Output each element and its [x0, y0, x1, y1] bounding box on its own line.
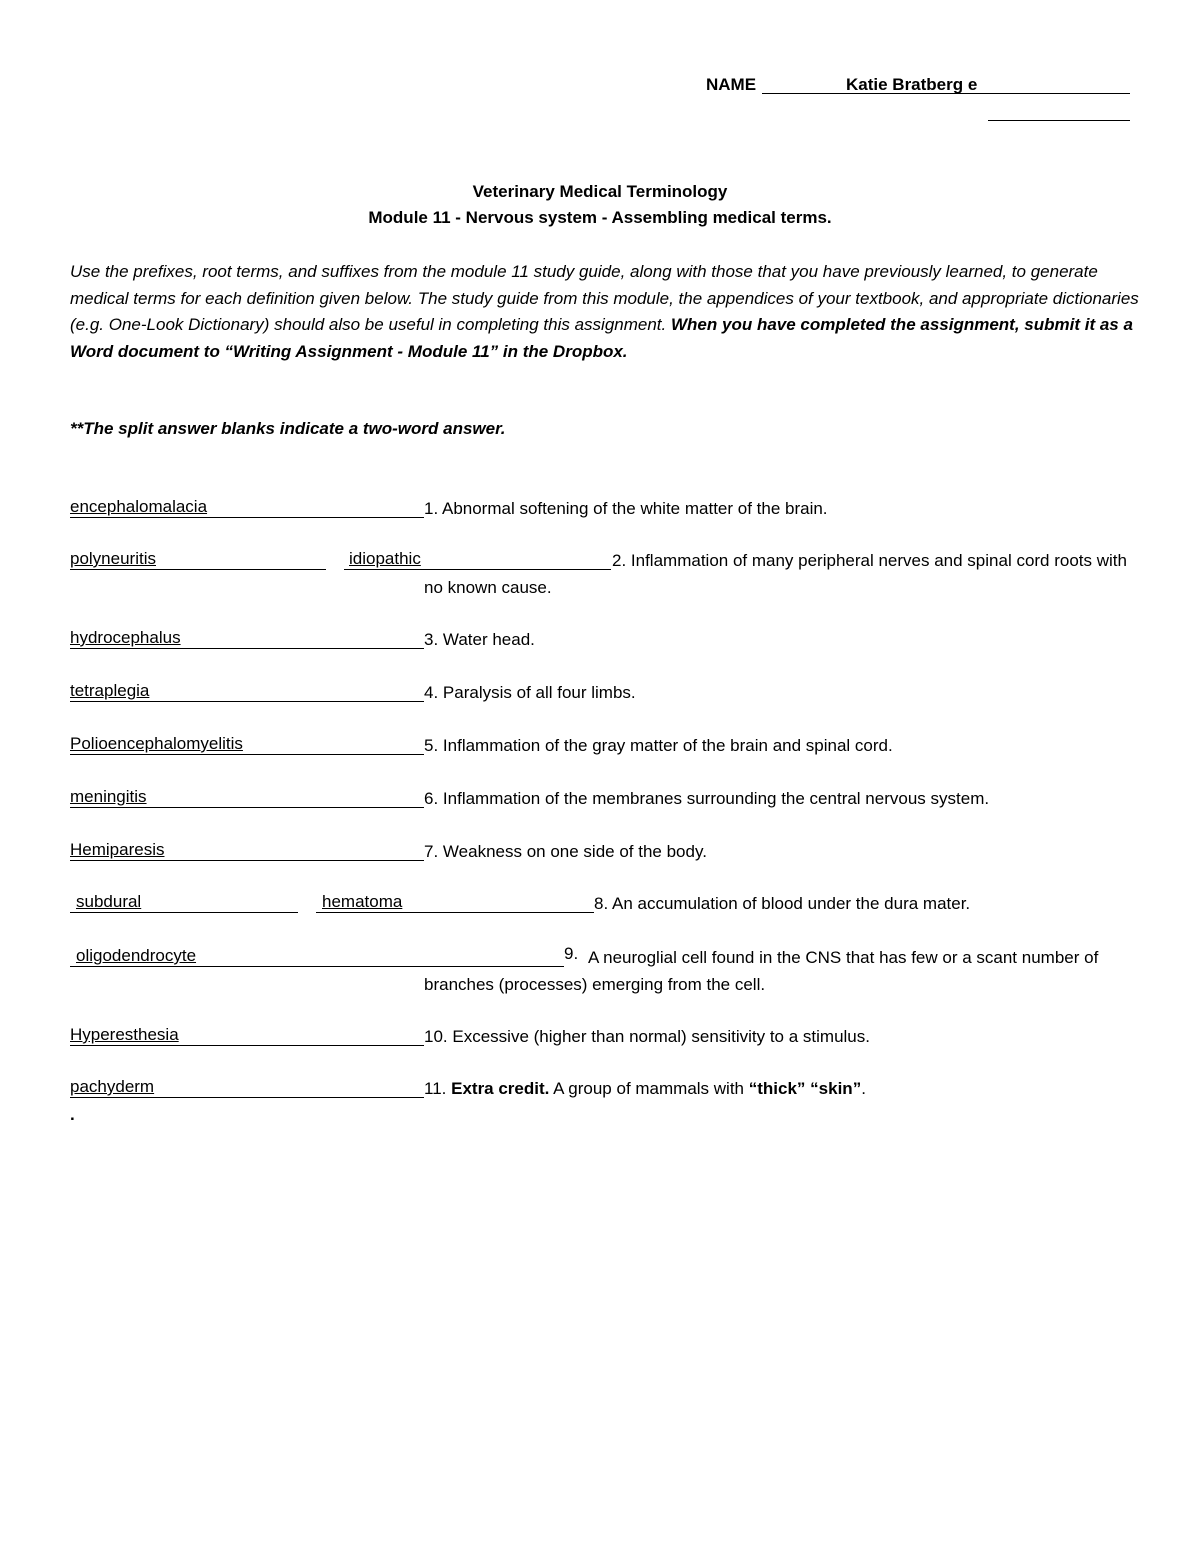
question-1	[0, 497, 1200, 551]
definition-quote-skin: “skin”	[810, 1079, 862, 1098]
answer-field[interactable]: Polioencephalomyelitis	[70, 734, 243, 753]
question-definition	[424, 679, 1144, 706]
question-number: 3.	[424, 630, 439, 649]
answer-field[interactable]: polyneuritis	[70, 549, 156, 568]
question-number: 1.	[424, 499, 439, 518]
question-number: 2.	[612, 551, 627, 570]
definition-text: Weakness on one side of the body.	[442, 842, 707, 861]
question-number: 8.	[594, 894, 609, 913]
document-subtitle: Module 11 - Nervous system - Assembling medical terms.	[368, 208, 832, 227]
answer-underline	[70, 1045, 424, 1046]
instructions-text: Use the prefixes, root terms, and suffixes from the module 11 study guide, along with those that you have previously learned, to generate medical terms for each definition given below. The study guide from this module, the appendices of your textbook, and appropriate dictionaries (e.g. One-Look Dictionary) should also be useful in completing this assignment.	[70, 262, 1139, 334]
answer-underline	[70, 648, 424, 649]
document-title: Veterinary Medical Terminology	[472, 182, 728, 201]
answer-field-2[interactable]: idiopathic	[349, 549, 421, 568]
question-number: 10.	[424, 1027, 448, 1046]
definition-text: Paralysis of all four limbs.	[442, 683, 636, 702]
question-5	[0, 734, 1200, 788]
trailing-mark: .	[70, 1105, 75, 1124]
definition-text: An accumulation of blood under the dura mater.	[611, 894, 971, 913]
question-number: 7.	[424, 842, 439, 861]
answer-field[interactable]: subdural	[76, 892, 142, 911]
question-7	[0, 840, 1200, 894]
question-number: 11.	[424, 1079, 447, 1098]
answer-underline	[70, 569, 326, 570]
definition-period: .	[861, 1079, 866, 1098]
answer-underline	[70, 807, 424, 808]
answer-field-2[interactable]: hematoma	[322, 892, 403, 911]
question-number: 6.	[424, 789, 439, 808]
question-definition	[424, 785, 1144, 812]
answer-field[interactable]: Hemiparesis	[70, 840, 165, 859]
question-number: 5.	[424, 736, 439, 755]
answer-field[interactable]: oligodendrocyte	[76, 946, 197, 965]
question-definition	[424, 495, 1144, 522]
answer-field[interactable]: pachyderm	[70, 1077, 155, 1096]
question-definition	[424, 838, 1144, 865]
instructions-bold-text: When you have completed the assignment, submit it as a Word document to “Writing Assignment - Module 11” in the Dropbox.	[70, 315, 1133, 361]
question-definition	[424, 626, 1144, 653]
name-second-underline	[988, 120, 1130, 121]
question-9	[0, 946, 1200, 1006]
definition-text: A group of mammals with	[549, 1079, 749, 1098]
definition-quote-thick: “thick”	[748, 1079, 806, 1098]
question-8	[0, 892, 1200, 946]
answer-underline	[70, 1097, 424, 1098]
answer-field[interactable]: tetraplegia	[70, 681, 150, 700]
definition-text: Inflammation of the membranes surrounding the central nervous system.	[442, 789, 990, 808]
instructions-paragraph	[70, 259, 1140, 365]
definition-text: Inflammation of the gray matter of the brain and spinal cord.	[442, 736, 893, 755]
definition-text: A neuroglial cell found in the CNS that has few or a scant number of branches (processes) emerging from the cell.	[424, 948, 1099, 994]
extra-credit-label: Extra credit.	[451, 1079, 550, 1098]
definition-text: Abnormal softening of the white matter of the brain.	[441, 499, 828, 518]
answer-field[interactable]: hydrocephalus	[70, 628, 181, 647]
name-label: NAME	[706, 75, 757, 94]
answer-underline	[70, 517, 424, 518]
answer-field[interactable]: Hyperesthesia	[70, 1025, 179, 1044]
question-4	[0, 681, 1200, 735]
question-10	[0, 1025, 1200, 1079]
question-2	[0, 549, 1200, 609]
answer-field[interactable]: encephalomalacia	[70, 497, 208, 516]
definition-text: Excessive (higher than normal) sensitivity to a stimulus.	[452, 1027, 870, 1046]
question-11	[0, 1077, 1200, 1131]
question-number: 4.	[424, 683, 439, 702]
question-definition	[424, 1075, 1144, 1102]
question-6	[0, 787, 1200, 841]
question-definition	[594, 890, 1154, 917]
question-number: 9.	[564, 944, 579, 963]
question-3	[0, 628, 1200, 682]
two-word-note: **The split answer blanks indicate a two-word answer.	[70, 419, 506, 438]
question-definition	[424, 1023, 1144, 1050]
name-value[interactable]: Katie Bratberg e	[846, 75, 978, 94]
answer-underline	[70, 860, 424, 861]
definition-text: Inflammation of many peripheral nerves and spinal cord roots with no known cause.	[424, 551, 1127, 597]
answer-underline	[70, 701, 424, 702]
answer-underline	[70, 754, 424, 755]
answer-underline	[70, 912, 298, 913]
definition-text: Water head.	[442, 630, 535, 649]
answer-field[interactable]: meningitis	[70, 787, 147, 806]
question-definition	[424, 732, 1144, 759]
answer-underline-2	[316, 912, 594, 913]
